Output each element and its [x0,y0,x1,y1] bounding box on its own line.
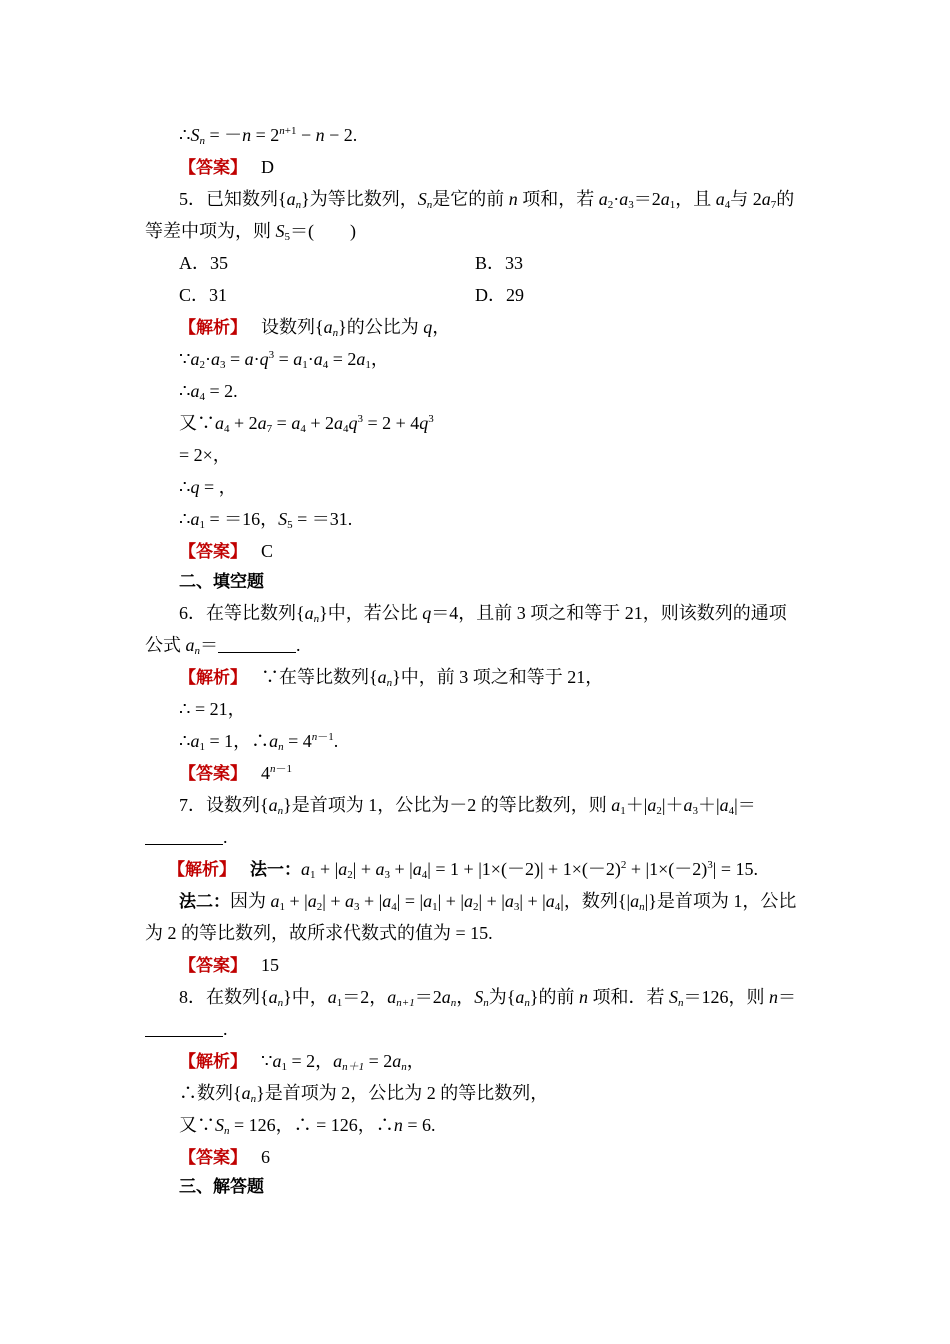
answer-label: 【答案】 [179,1148,247,1168]
answer-blank[interactable] [145,1018,223,1037]
answer-label: 【答案】 [179,542,247,562]
analysis-label: 【解析】 [179,318,247,338]
answer-label: 【答案】 [179,956,247,976]
q4-answer: 【答案】 D [179,157,274,178]
q5-stem: 5．已知数列$\{a_n\}$为等比数列，$S_n$是它的前 n 项和，若 $a_2\cdot a_3=2a_1$，且 $a_4$与 $2a_7$的 [179,189,795,211]
q7-step-1: 法二：因为 $a_1 + |a_2| + a_3 + |a_4| = |a_1| + |a_2| + |a_3| + |a_4|$，数列$\{|a_n|\}$是首项为 1，公比 [179,891,797,913]
q4-sn-line: $\therefore S_n = -n = 2^{n+1} - n - 2$. [179,125,358,147]
q5-answer: 【答案】 C [179,541,274,562]
answer-blank[interactable] [218,634,296,653]
q5-step-2: $\therefore a_4 = 2$. [179,381,238,403]
q5-step-4: = 2×， [179,445,231,465]
q5-stem-cont: 等差中项为，则 $S_5=$( ) [145,221,356,243]
q6-stem-cont: 公式 $a_n=$ . [145,635,301,657]
q7-analysis: 【解析】 法一：$a_1 + |a_2| + a_3 + |a_4| = 1 + |1\times(-2)| + 1\times(-2)^2 + |1\times(-2)^3| = 15$. [168,859,759,881]
q5-option-a: A．35 [179,253,228,273]
q7-stem-cont: . [145,825,228,849]
q6-answer: 【答案】 $4^{n-1}$ [179,763,292,784]
q6-stem: 6．在等比数列$\{a_n\}$中，若公比 q＝4，且前 3 项之和等于 21，则该数列的通项 [179,603,787,625]
q5-step-5: ∴q = ， [179,477,237,497]
section-heading-fill-blank: 二、填空题 [179,572,264,592]
analysis-label: 【解析】 [168,860,236,880]
q5-analysis: 【解析】 设数列$\{a_n\}$的公比为 q， [179,317,451,339]
q5-step-6: $\therefore a_1 = =16$，$S_5 = =31$. [179,509,353,531]
answer-blank[interactable] [145,826,223,845]
q6-step-2: $\therefore a_1 = 1$，$\therefore a_n = 4^{n-1}$. [179,731,339,753]
q8-step-1: ∴数列$\{a_n\}$是首项为 2，公比为 2 的等比数列， [179,1083,549,1105]
q8-stem-cont: . [145,1017,228,1041]
q5-option-b: B．33 [475,253,524,273]
analysis-label: 【解析】 [179,668,247,688]
q8-analysis: 【解析】 $\because a_1 = 2$，$a_{n+1} = 2a_n$， [179,1051,425,1073]
q8-answer: 【答案】 6 [179,1147,270,1168]
q7-stem: 7．设数列$\{a_n\}$是首项为 1，公比为－2 的等比数列，则 $a_1+|a_2|+a_3+|a_4|=$ [179,795,756,817]
answer-label: 【答案】 [179,158,247,178]
q6-analysis: 【解析】 ∵在等比数列$\{a_n\}$中，前 3 项之和等于 21， [179,667,604,689]
q8-stem: 8．在数列$\{a_n\}$中，$a_1=2$，$a_{n+1}=2a_n$，$S_n$为$\{a_n\}$的前 n 项和．若 $S_n=126$，则 n＝ [179,987,796,1009]
q7-step-2: 为 2 的等比数列，故所求代数式的值为 = 15. [145,923,493,943]
q6-step-1: ∴ = 21， [179,699,246,719]
section-heading-solve: 三、解答题 [179,1177,264,1197]
q5-step-1: $\because a_2\cdot a_3 = a\cdot q^3 = a_1\cdot a_4 = 2a_1$， [179,349,389,371]
analysis-label: 【解析】 [179,1052,247,1072]
answer-label: 【答案】 [179,764,247,784]
q5-step-3: 又$\because a_4 + 2a_7 = a_4 + 2a_4q^3 = 2 + 4q^3$ [179,413,434,435]
q5-option-c: C．31 [179,285,228,305]
q5-option-d: D．29 [475,285,524,305]
q8-step-2: 又$\because S_n = 126$，∴ = 126，∴n = 6. [179,1115,436,1137]
q7-answer: 【答案】 15 [179,955,279,976]
